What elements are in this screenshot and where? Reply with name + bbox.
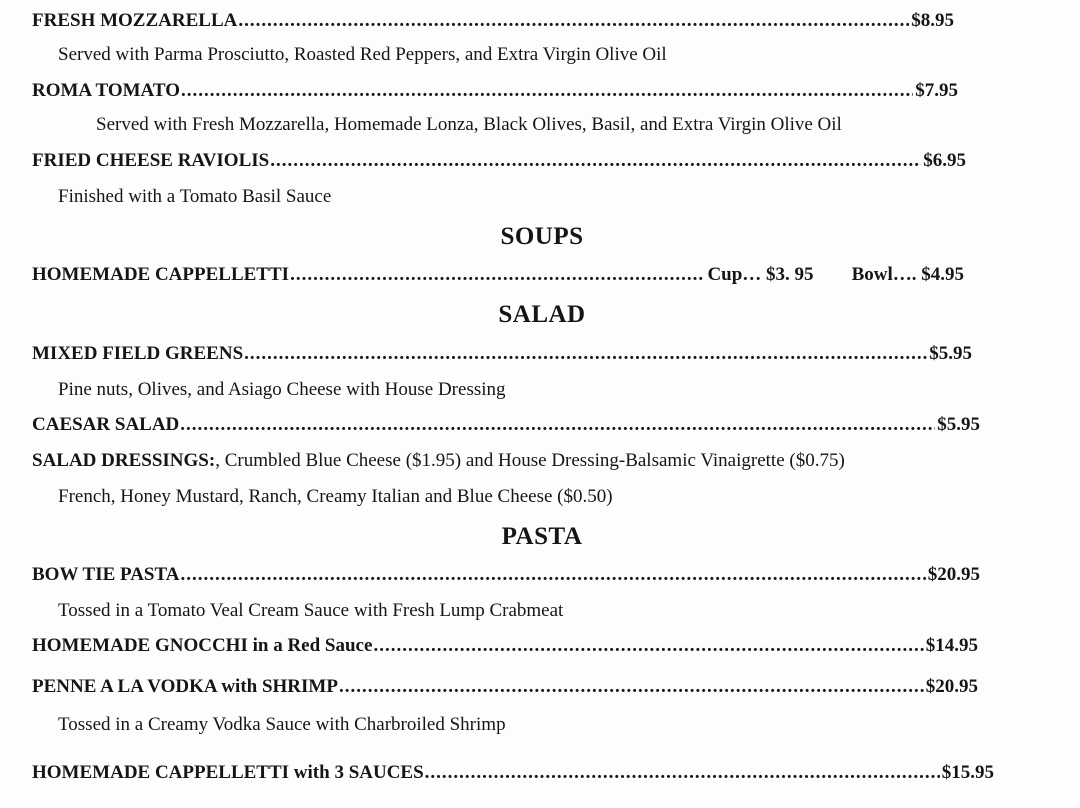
item-price: $5.95 <box>937 414 980 435</box>
item-price: $20.95 <box>927 564 980 585</box>
item-description: Served with Fresh Mozzarella, Homemade Lonza, Black Olives, Basil, and Extra Virgin Olive Oil <box>96 114 842 135</box>
item-price: $15.95 <box>941 762 994 783</box>
dot-leader <box>373 635 923 657</box>
item-price: $7.95 <box>915 80 958 101</box>
section-heading-pasta: PASTA <box>501 523 583 550</box>
item-name: FRIED CHEESE RAVIOLIS <box>32 150 270 171</box>
item-price: $8.95 <box>911 10 954 31</box>
item-description: Pine nuts, Olives, and Asiago Cheese with House Dressing <box>58 379 506 400</box>
item-description: Tossed in a Creamy Vodka Sauce with Charbroiled Shrimp <box>58 714 506 735</box>
menu-item-homemade-cappelletti-soup <box>32 264 964 286</box>
cup-bowl-prices <box>707 264 964 286</box>
item-description: Served with Parma Prosciutto, Roasted Red Peppers, and Extra Virgin Olive Oil <box>58 44 667 65</box>
dot-leader <box>180 414 935 436</box>
dot-leader <box>181 80 913 102</box>
salad-dressings-options-2: French, Honey Mustard, Ranch, Creamy Italian and Blue Cheese ($0.50) <box>58 486 613 507</box>
salad-dressings-line <box>32 450 845 472</box>
dot-leader <box>339 676 924 698</box>
menu-item-fried-cheese-raviolis <box>32 150 966 172</box>
menu-item-penne-a-la-vodka <box>32 676 978 698</box>
cup-price: Cup… $3. 95 <box>707 264 814 285</box>
item-price: $5.95 <box>929 343 972 364</box>
menu-item-homemade-cappelletti-3-sauces <box>32 762 994 784</box>
item-name: BOW TIE PASTA <box>32 564 180 585</box>
item-name: HOMEMADE CAPPELLETTI with 3 SAUCES <box>32 762 424 783</box>
item-name: MIXED FIELD GREENS <box>32 343 244 364</box>
dot-leader <box>244 343 927 365</box>
item-name: CAESAR SALAD <box>32 414 180 435</box>
menu-item-caesar-salad <box>32 414 980 436</box>
item-price: $6.95 <box>923 150 966 171</box>
item-name: FRESH MOZZARELLA <box>32 10 238 31</box>
item-name: PENNE A LA VODKA with SHRIMP <box>32 676 338 697</box>
dot-leader <box>180 564 925 586</box>
item-price: $20.95 <box>925 676 978 697</box>
item-price: $14.95 <box>925 635 978 656</box>
item-name: ROMA TOMATO <box>32 80 180 101</box>
menu-item-bow-tie-pasta <box>32 564 980 586</box>
menu-item-fresh-mozzarella <box>32 10 954 32</box>
menu-item-mixed-field-greens <box>32 343 972 365</box>
item-name: HOMEMADE GNOCCHI in a Red Sauce <box>32 635 373 656</box>
dot-leader <box>238 10 909 32</box>
dot-leader <box>270 150 921 172</box>
section-heading-salad: SALAD <box>498 301 586 328</box>
dot-leader <box>425 762 940 784</box>
item-name: HOMEMADE CAPPELLETTI <box>32 264 290 285</box>
bowl-price: Bowl…. $4.95 <box>851 264 964 285</box>
menu-item-roma-tomato <box>32 80 958 102</box>
section-heading-soups: SOUPS <box>500 223 584 250</box>
item-description: Finished with a Tomato Basil Sauce <box>58 186 332 207</box>
salad-dressings-label: SALAD DRESSINGS: <box>32 450 216 471</box>
item-description: Tossed in a Tomato Veal Cream Sauce with Fresh Lump Crabmeat <box>58 600 564 621</box>
dot-leader <box>290 264 705 286</box>
salad-dressings-options: , Crumbled Blue Cheese ($1.95) and House Dressing-Balsamic Vinaigrette ($0.75) <box>215 450 845 471</box>
menu-item-homemade-gnocchi <box>32 635 978 657</box>
